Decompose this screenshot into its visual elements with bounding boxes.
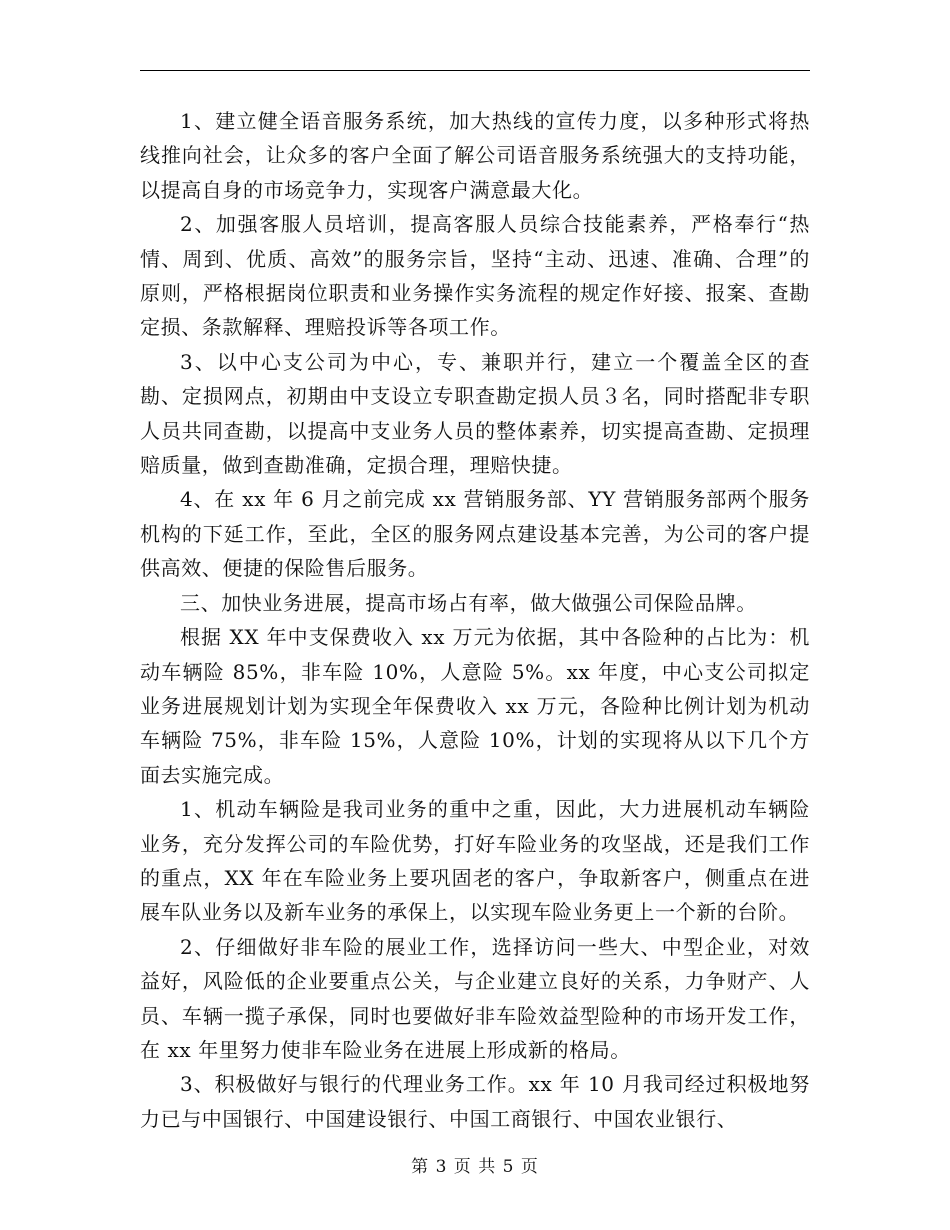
paragraph-motor-insurance: 1、机动车辆险是我司业务的重中之重，因此，大力进展机动车辆险业务，充分发挥公司的车险优势，打好车险业务的攻坚战，还是我们工作的重点，XX 年在车险业务上要巩固老的客户，争取新客户，侧重点在进展车队业务以及新车业务的承保上，以实现车险业务更上一个新的台阶。 bbox=[140, 797, 810, 925]
section-heading-business-growth: 三、加快业务进展，提高市场占有率，做大做强公司保险品牌。 bbox=[180, 590, 757, 615]
paragraph-staff-training: 2、加强客服人员培训，提高客服人员综合技能素养，严格奉行“热情、周到、优质、高效”的服务宗旨，坚持“主动、迅速、准确、合理”的原则，严格根据岗位职责和业务操作实务流程的规定作好接、报案、查勘定损、条款解释、理赔投诉等各项工作。 bbox=[140, 212, 810, 340]
paragraph-service-outlets: 4、在 xx 年 6 月之前完成 xx 营销服务部、YY 营销服务部两个服务机构的下延工作，至此，全区的服务网点建设基本完善，为公司的客户提供高效、便捷的保险售后服务。 bbox=[140, 487, 810, 581]
header-rule bbox=[140, 70, 810, 71]
paragraph-service-hotline: 1、建立健全语音服务系统，加大热线的宣传力度，以多种形式将热线推向社会，让众多的客户全面了解公司语音服务系统强大的支持功能，以提高自身的市场竞争力，实现客户满意最大化。 bbox=[140, 109, 810, 202]
document-body bbox=[140, 104, 810, 1136]
paragraph-bank-agency: 3、积极做好与银行的代理业务工作。xx 年 10 月我司经过积极地努力已与中国银行、中国建设银行、中国工商银行、中国农业银行、 bbox=[140, 1072, 810, 1131]
page-number-footer: 第 3 页 共 5 页 bbox=[411, 1157, 539, 1177]
paragraph-non-motor-insurance: 2、仔细做好非车险的展业工作，选择访问一些大、中型企业，对效益好，风险低的企业要重点公关，与企业建立良好的关系，力争财产、人员、车辆一揽子承保，同时也要做好非车险效益型险种的市场开发工作，在 xx 年里努力使非车险业务在进展上形成新的格局。 bbox=[140, 934, 810, 1062]
paragraph-survey-network: 3、以中心支公司为中心，专、兼职并行，建立一个覆盖全区的查勘、定损网点，初期由中支设立专职查勘定损人员３名，同时搭配非专职人员共同查勘，以提高中支业务人员的整体素养，切实提高查勘、定损理赔质量，做到查勘准确，定损合理，理赔快捷。 bbox=[140, 349, 810, 478]
paragraph-premium-plan: 根据 XX 年中支保费收入 xx 万元为依据，其中各险种的占比为：机动车辆险 85%，非车险 10%，人意险 5%。xx 年度，中心支公司拟定业务进展规划计划为实现全年保费收入 xx 万元，各险种比例计划为机动车辆险 75%，非车险 15%，人意险 10%，计划的实现将从以下几个方面去实施完成。 bbox=[140, 625, 810, 787]
